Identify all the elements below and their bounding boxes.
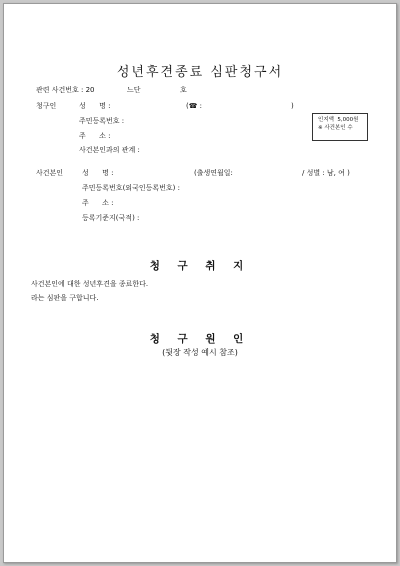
case-number-suffix: 호 xyxy=(180,86,187,94)
subject-label: 사건본인 xyxy=(36,169,64,177)
document-page xyxy=(3,3,397,563)
claimant-relation-label: 사건본인과의 관계 : xyxy=(79,146,140,154)
cause-heading: 청 구 원 인 xyxy=(149,333,251,345)
subject-domicile-label: 등록기준지(국적) : xyxy=(82,214,140,222)
claimant-label: 청구인 xyxy=(36,102,57,110)
case-number-type: 느단 xyxy=(127,86,141,94)
subject-address-label: 주 소 : xyxy=(82,199,114,207)
stamp-note-line: ※ 사건본인 수 xyxy=(318,124,353,131)
claimant-name-label: 성 명 : xyxy=(79,102,111,110)
stamp-fee-box xyxy=(312,113,368,141)
cause-note: (뒷장 작성 예시 참조) xyxy=(162,348,238,357)
subject-name-label: 성 명 : xyxy=(82,169,114,177)
purpose-line-2: 라는 심판을 구합니다. xyxy=(31,294,99,302)
stamp-fee-line: 인지액 5,000원 xyxy=(318,117,359,123)
claimant-phone-close: ) xyxy=(291,102,294,110)
claimant-phone-label: (☎ : xyxy=(186,102,203,110)
subject-gender-label: / 성별 : 남, 여 ) xyxy=(302,169,350,177)
document-title: 성년후견종료 심판청구서 xyxy=(116,65,284,80)
claimant-address-label: 주 소 : xyxy=(79,132,111,140)
purpose-line-1: 사건본인에 대한 성년후견을 종료한다. xyxy=(31,280,149,288)
purpose-heading: 청 구 취 지 xyxy=(149,260,251,272)
subject-birth-label: (출생연월일: xyxy=(194,169,233,177)
claimant-reg-no-label: 주민등록번호 : xyxy=(79,117,125,125)
subject-reg-no-label: 주민등록번호(외국인등록번호) : xyxy=(82,184,180,192)
case-number-label: 관련 사건번호 : 20 xyxy=(36,86,95,94)
